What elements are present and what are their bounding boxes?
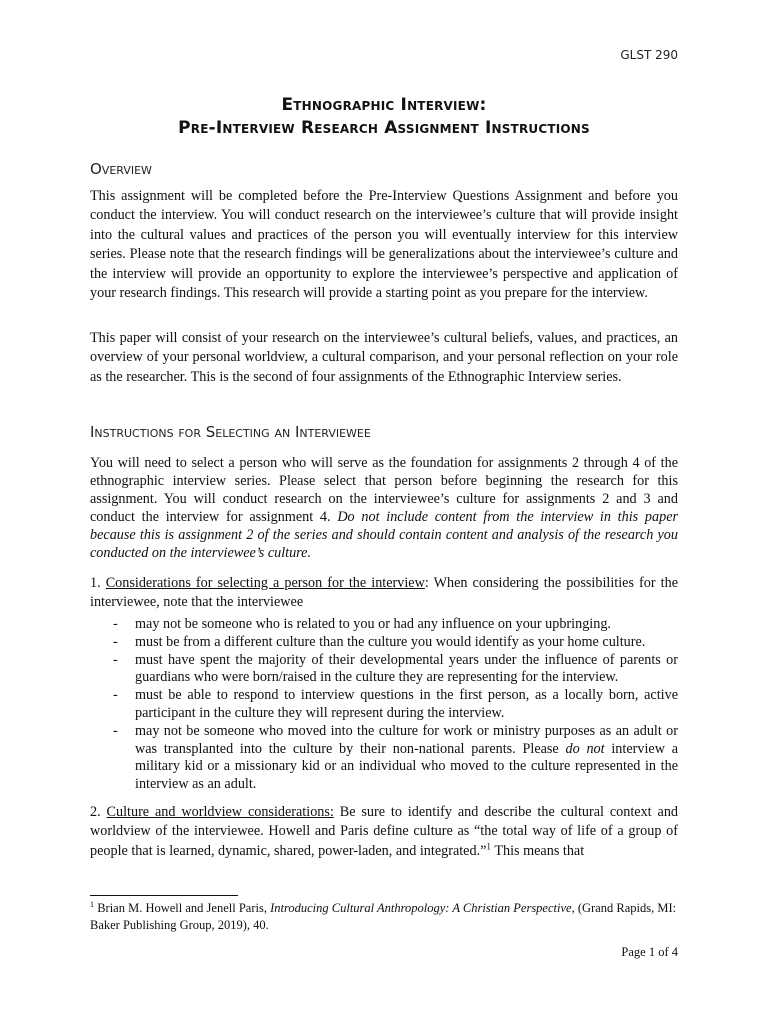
consideration-item-1 xyxy=(90,574,678,613)
footnote-reference: 1 xyxy=(486,841,492,852)
consideration-item-2 xyxy=(90,803,678,861)
item-2-number: 2. xyxy=(90,804,101,820)
overview-heading: Overview xyxy=(90,160,152,178)
bullet-5-italic: do not xyxy=(565,740,605,757)
bullet-dash: - xyxy=(113,687,118,704)
interviewee-criteria-list xyxy=(113,616,678,794)
title-line-2: Pre-Interview Research Assignment Instructions xyxy=(178,118,590,138)
selecting-paragraph xyxy=(90,455,678,562)
footnote-book-title: Introducing Cultural Anthropology: A Christian Perspective xyxy=(270,901,572,915)
footnote-number: 1 xyxy=(90,899,95,909)
item-2-tail: This means that xyxy=(491,842,585,859)
bullet-dash: - xyxy=(113,651,118,668)
item-2-text: Be sure to identify and describe the cultural context and worldview of the interviewee. Howell and Paris define culture as “the total way of life of a group of people that is learned, dynamic, shared, power-laden, and integrated.” xyxy=(90,804,679,859)
list-item: - may not be someone who moved into the culture for work or ministry purposes as an adult or was transplanted into the culture by their non-national parents. Please do not interview a military kid or a missionary kid or an individual who moved to the culture represented in the interview as an adult. xyxy=(113,722,678,793)
document-title xyxy=(90,94,678,140)
footnote: $^1$ Brian M. Howell and Jenell Paris, Introducing Cultural Anthropology: A Christian Perspective, (Grand Rapids, MI: Baker Publishing Group, 2019), 40. xyxy=(90,899,677,932)
item-1-label: Considerations for selecting a person for the interview xyxy=(105,575,425,591)
course-code: GLST 290 xyxy=(620,48,678,62)
page-number: Page 1 of 4 xyxy=(621,945,678,959)
item-2-label: Culture and worldview considerations: xyxy=(106,804,334,820)
list-item: - may not be someone who is related to you or had any influence on your upbringing. xyxy=(113,616,611,632)
bullet-dash: - xyxy=(113,616,118,632)
overview-paragraph-1: This assignment will be completed before the Pre-Interview Questions Assignment and before you conduct the interview. You will conduct research on the interviewee’s culture that will provide insight into the cultural values and practices of the person you will eventually interview for this interview series. Please note that the research findings will be generalizations about the interviewee’s culture and the interview will provide an opportunity to explore the interviewee’s perspective and application of your research findings. This research will provide a starting point as you prepare for the interview. xyxy=(90,188,678,302)
bullet-dash: - xyxy=(113,722,118,739)
overview-paragraph-2: This paper will consist of your research on the interviewee’s cultural beliefs, values, and practices, an overview of your personal worldview, a cultural comparison, and your personal reflection on your role as the researcher. This is the second of four assignments of the Ethnographic Interview series. xyxy=(90,330,678,385)
list-item: - must have spent the majority of their developmental years under the influence of parents or guardians who were born/raised in the culture they are representing for the interview. xyxy=(113,651,678,686)
item-1-number: 1. xyxy=(90,575,101,591)
item-1-text: : When considering the possibilities for the interviewee, note that the interviewee xyxy=(90,575,678,611)
selecting-paragraph-italic: Do not include content from the interview in this paper because this is assignment 2 of the series and should contain content and analysis of the research you conducted on the interviewee’s culture. xyxy=(90,508,679,561)
list-item: - must be from a different culture than the culture you would identify as your home culture. xyxy=(113,633,646,650)
list-item: - must be able to respond to interview questions in the first person, as a locally born, active participant in the culture they will represent during the interview. xyxy=(113,687,678,721)
title-line-1: Ethnographic Interview: xyxy=(281,95,487,115)
selecting-paragraph-text: You will need to select a person who will serve as the foundation for assignments 2 through 4 of the ethnographic interview series. Please select that person before beginning the research for this assignment. You will conduct research on the interviewee’s culture for assignments 2 and 3 and conduct the interview for assignment 4. xyxy=(90,455,678,525)
footnote-separator xyxy=(90,895,238,896)
selecting-heading: Instructions for Selecting an Interviewee xyxy=(90,423,371,441)
bullet-dash: - xyxy=(113,633,118,650)
